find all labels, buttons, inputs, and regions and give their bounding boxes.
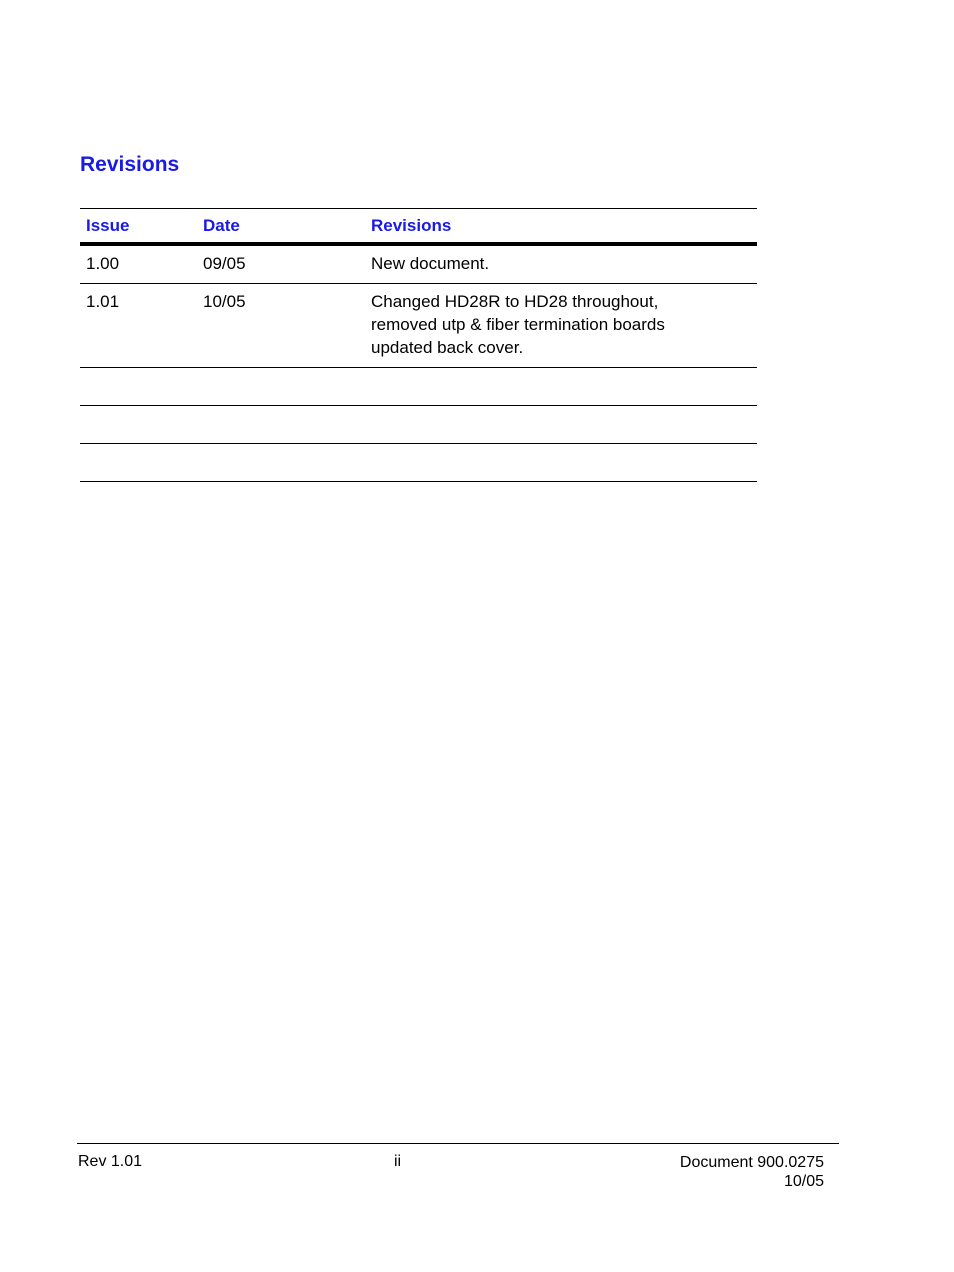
cell-empty bbox=[197, 406, 365, 444]
cell-empty bbox=[197, 368, 365, 406]
footer-document-date: 10/05 bbox=[783, 1173, 824, 1190]
cell-date: 10/05 bbox=[197, 284, 365, 368]
table-header-row bbox=[80, 209, 757, 245]
revision-line: New document. bbox=[371, 254, 490, 273]
footer-document-number: Document 900.0275 bbox=[679, 1154, 824, 1171]
footer-revision: Rev 1.01 bbox=[78, 1153, 143, 1170]
page-title: Revisions bbox=[80, 153, 180, 176]
table-row-empty bbox=[80, 444, 757, 482]
table-row-empty bbox=[80, 406, 757, 444]
cell-empty bbox=[365, 444, 757, 482]
cell-revisions bbox=[365, 284, 757, 368]
cell-date: 09/05 bbox=[197, 244, 365, 284]
column-header-issue: Issue bbox=[80, 209, 197, 245]
cell-empty bbox=[365, 406, 757, 444]
cell-empty bbox=[197, 444, 365, 482]
revision-line: removed utp & fiber termination boards bbox=[371, 315, 665, 334]
cell-empty bbox=[80, 406, 197, 444]
revisions-table bbox=[80, 208, 757, 482]
revision-line: updated back cover. bbox=[371, 338, 524, 357]
cell-issue: 1.01 bbox=[80, 284, 197, 368]
cell-issue: 1.00 bbox=[80, 244, 197, 284]
cell-empty bbox=[80, 444, 197, 482]
table-row bbox=[80, 244, 757, 284]
cell-empty bbox=[365, 368, 757, 406]
column-header-revisions: Revisions bbox=[365, 209, 757, 245]
column-header-date: Date bbox=[197, 209, 365, 245]
footer-divider bbox=[77, 1143, 839, 1144]
footer-document-info bbox=[680, 1153, 824, 1191]
cell-empty bbox=[80, 368, 197, 406]
footer-page-number: ii bbox=[394, 1153, 402, 1170]
cell-revisions bbox=[365, 244, 757, 284]
table-row bbox=[80, 284, 757, 368]
revision-line: Changed HD28R to HD28 throughout, bbox=[371, 292, 659, 311]
table-row-empty bbox=[80, 368, 757, 406]
